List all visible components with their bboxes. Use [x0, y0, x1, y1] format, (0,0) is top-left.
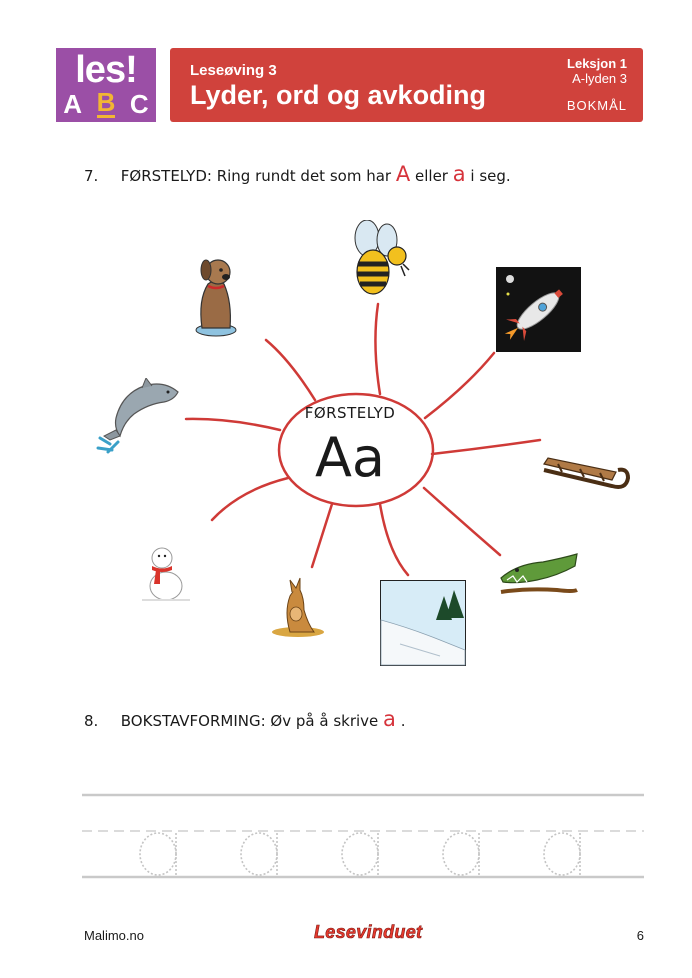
snowy-hill-icon: [380, 580, 466, 666]
footer-site: Malimo.no: [84, 928, 144, 943]
sound-label: A-lyden 3: [572, 71, 627, 86]
header-title: Lyder, ord og avkoding: [190, 80, 487, 110]
task-number: 8.: [84, 712, 99, 730]
logo-letter-c: C: [129, 89, 149, 119]
tracing-letter-a[interactable]: [241, 833, 277, 875]
task-text-middle: eller: [415, 167, 448, 185]
header-subtitle: Leseøving 3: [190, 62, 277, 79]
ray-line: [424, 488, 500, 555]
task-text-suffix: .: [400, 712, 406, 730]
snowman-icon: [138, 538, 194, 604]
ray-line: [186, 419, 280, 430]
letter-lower: a: [452, 162, 466, 186]
task-number: 7.: [84, 167, 99, 185]
ray-line: [380, 504, 408, 575]
task-text-suffix: i seg.: [470, 167, 511, 185]
lesevinduet-logo: Lesevinduet: [314, 922, 423, 942]
ray-line: [425, 353, 494, 418]
tracing-letter-a[interactable]: [544, 833, 580, 875]
dog-icon: [188, 250, 244, 338]
ray-line: [266, 340, 315, 400]
tracing-letter-a[interactable]: [443, 833, 479, 875]
task-text: BOKSTAVFORMING: Øv på å skrive: [120, 712, 379, 730]
crocodile-icon: [497, 548, 579, 596]
rocket-icon: [496, 267, 581, 352]
tracing-letter-a[interactable]: [140, 833, 176, 875]
task-8-instruction: [84, 707, 405, 731]
logo-letter-b: B: [96, 87, 116, 117]
logo-letter-a: A: [63, 89, 83, 119]
ray-line: [432, 440, 540, 454]
letter-upper: A: [395, 162, 411, 186]
ray-line: [375, 304, 380, 394]
sled-icon: [540, 456, 632, 494]
bee-icon: [345, 220, 411, 300]
task-text: FØRSTELYD: Ring rundt det som har: [120, 167, 392, 185]
ray-line: [312, 504, 332, 567]
hub-letters: Aa: [314, 426, 386, 489]
language-variant: BOKMÅL: [566, 98, 627, 113]
handwriting-practice-lines[interactable]: [82, 790, 644, 882]
hub-label: FØRSTELYD: [304, 404, 396, 422]
ray-line: [212, 478, 288, 520]
page-number: 6: [636, 928, 644, 943]
dolphin-icon: [94, 378, 182, 456]
tracing-letter-a[interactable]: [342, 833, 378, 875]
logo-les-text: les!: [75, 49, 137, 91]
kangaroo-icon: [270, 576, 326, 638]
lesson-label: Leksjon 1: [567, 56, 627, 71]
target-letter: a: [383, 707, 396, 731]
